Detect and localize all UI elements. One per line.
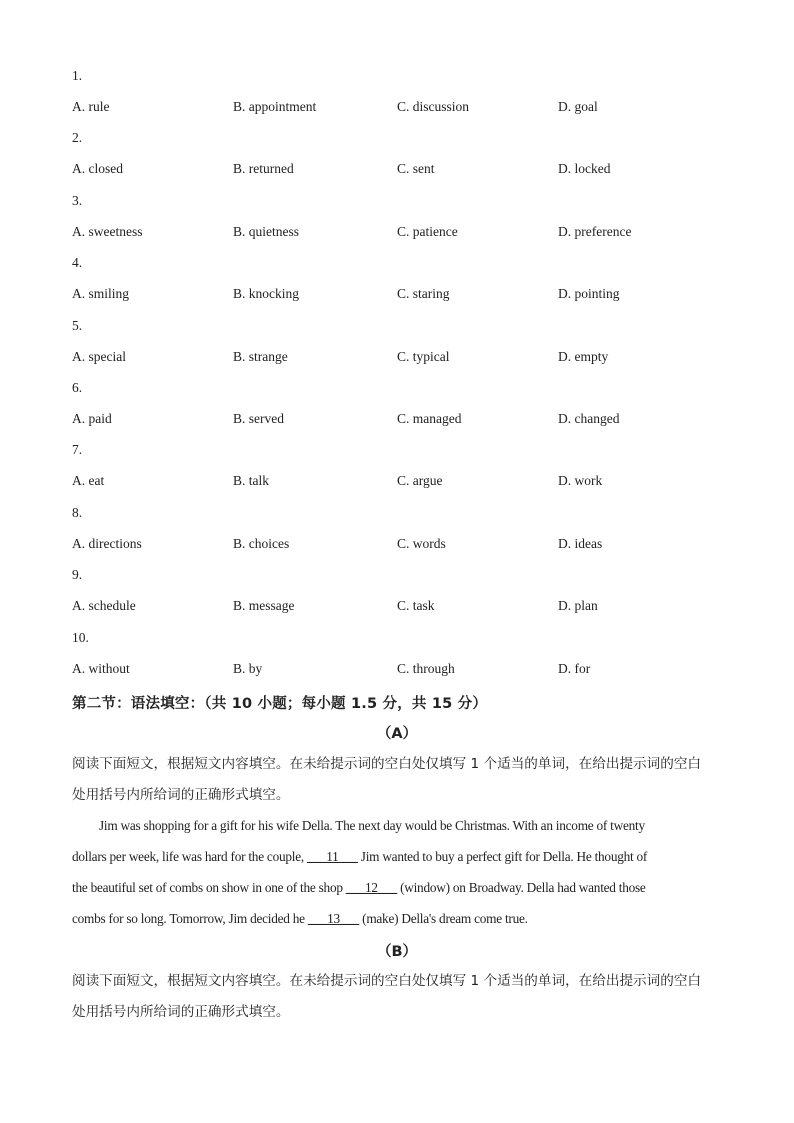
option-c[interactable]: C. typical bbox=[397, 349, 450, 364]
option-d[interactable]: D. changed bbox=[558, 411, 620, 426]
question-number: 1. bbox=[72, 68, 83, 83]
blank-12[interactable]: ___12___ bbox=[345, 880, 397, 895]
option-a[interactable]: A. closed bbox=[72, 161, 123, 176]
option-b[interactable]: B. returned bbox=[233, 161, 294, 176]
option-b[interactable]: B. choices bbox=[233, 536, 290, 551]
option-b[interactable]: B. knocking bbox=[233, 286, 299, 301]
option-c[interactable]: C. argue bbox=[397, 473, 443, 488]
part-b-instruction-line1: 阅读下面短文，根据短文内容填空。在未给提示词的空白处仅填写 1 个适当的单词，在给出提示词的空白 bbox=[72, 973, 702, 989]
option-d[interactable]: D. for bbox=[558, 661, 591, 676]
option-b[interactable]: B. served bbox=[233, 411, 284, 426]
question-number: 5. bbox=[72, 318, 83, 333]
passage-line-3 bbox=[72, 872, 646, 903]
question-number: 8. bbox=[72, 505, 83, 520]
option-c[interactable]: C. managed bbox=[397, 411, 462, 426]
option-d[interactable]: D. work bbox=[558, 473, 603, 488]
question-number: 2. bbox=[72, 130, 83, 145]
part-b-label: （B） bbox=[376, 944, 418, 960]
passage-line-4 bbox=[72, 903, 528, 934]
passage-line-1: Jim was shopping for a gift for his wife Della. The next day would be Christmas. With an income of twenty bbox=[99, 818, 645, 833]
option-a[interactable]: A. schedule bbox=[72, 598, 136, 613]
option-a[interactable]: A. smiling bbox=[72, 286, 130, 301]
option-c[interactable]: C. words bbox=[397, 536, 446, 551]
passage-line-2 bbox=[72, 841, 647, 872]
option-b[interactable]: B. strange bbox=[233, 349, 288, 364]
option-row bbox=[72, 661, 752, 677]
option-d[interactable]: D. pointing bbox=[558, 286, 620, 301]
passage-text: the beautiful set of combs on show in one of the shop bbox=[72, 880, 346, 895]
option-row bbox=[72, 286, 752, 302]
passage-text: (make) Della's dream come true. bbox=[359, 911, 528, 926]
option-d[interactable]: D. goal bbox=[558, 99, 598, 114]
option-a[interactable]: A. sweetness bbox=[72, 224, 143, 239]
part-a-label: （A） bbox=[376, 726, 418, 742]
part-a-instructions bbox=[72, 749, 744, 811]
question-number: 6. bbox=[72, 380, 83, 395]
option-row bbox=[72, 161, 752, 177]
option-row bbox=[72, 411, 752, 427]
option-row bbox=[72, 349, 752, 365]
option-d[interactable]: D. preference bbox=[558, 224, 632, 239]
option-a[interactable]: A. without bbox=[72, 661, 130, 676]
option-b[interactable]: B. by bbox=[233, 661, 263, 676]
option-a[interactable]: A. special bbox=[72, 349, 126, 364]
option-row bbox=[72, 598, 752, 614]
option-d[interactable]: D. locked bbox=[558, 161, 611, 176]
passage-text: Jim wanted to buy a perfect gift for Della. He thought of bbox=[357, 849, 648, 864]
option-d[interactable]: D. plan bbox=[558, 598, 598, 613]
part-b-instruction-line2: 处用括号内所给词的正确形式填空。 bbox=[72, 1004, 290, 1020]
option-row bbox=[72, 536, 752, 552]
option-d[interactable]: D. ideas bbox=[558, 536, 603, 551]
option-b[interactable]: B. appointment bbox=[233, 99, 317, 114]
part-a-instruction-line2: 处用括号内所给词的正确形式填空。 bbox=[72, 787, 290, 803]
option-b[interactable]: B. message bbox=[233, 598, 295, 613]
option-c[interactable]: C. patience bbox=[397, 224, 458, 239]
option-a[interactable]: A. eat bbox=[72, 473, 105, 488]
passage-text: (window) on Broadway. Della had wanted those bbox=[397, 880, 646, 895]
option-c[interactable]: C. staring bbox=[397, 286, 450, 301]
part-b-instructions bbox=[72, 966, 744, 1028]
option-c[interactable]: C. discussion bbox=[397, 99, 470, 114]
section-title: 第二节：语法填空：（共 10 小题；每小题 1.5 分，共 15 分） bbox=[72, 696, 488, 712]
passage-text: dollars per week, life was hard for the couple, bbox=[72, 849, 308, 864]
option-b[interactable]: B. talk bbox=[233, 473, 269, 488]
option-b[interactable]: B. quietness bbox=[233, 224, 299, 239]
blank-11[interactable]: ___11___ bbox=[307, 849, 358, 864]
option-c[interactable]: C. through bbox=[397, 661, 455, 676]
passage-text: combs for so long. Tomorrow, Jim decided he bbox=[72, 911, 308, 926]
option-row bbox=[72, 473, 752, 489]
option-a[interactable]: A. rule bbox=[72, 99, 110, 114]
option-d[interactable]: D. empty bbox=[558, 349, 609, 364]
question-number: 9. bbox=[72, 567, 83, 582]
option-c[interactable]: C. sent bbox=[397, 161, 435, 176]
option-c[interactable]: C. task bbox=[397, 598, 435, 613]
part-a-instruction-line1: 阅读下面短文，根据短文内容填空。在未给提示词的空白处仅填写 1 个适当的单词，在给出提示词的空白 bbox=[72, 756, 702, 772]
question-number: 3. bbox=[72, 193, 83, 208]
question-number: 10. bbox=[72, 630, 89, 645]
blank-13[interactable]: ___13___ bbox=[307, 911, 360, 926]
option-a[interactable]: A. paid bbox=[72, 411, 112, 426]
question-number: 4. bbox=[72, 255, 83, 270]
option-a[interactable]: A. directions bbox=[72, 536, 142, 551]
option-row bbox=[72, 99, 752, 115]
question-number: 7. bbox=[72, 442, 83, 457]
option-row bbox=[72, 224, 752, 240]
